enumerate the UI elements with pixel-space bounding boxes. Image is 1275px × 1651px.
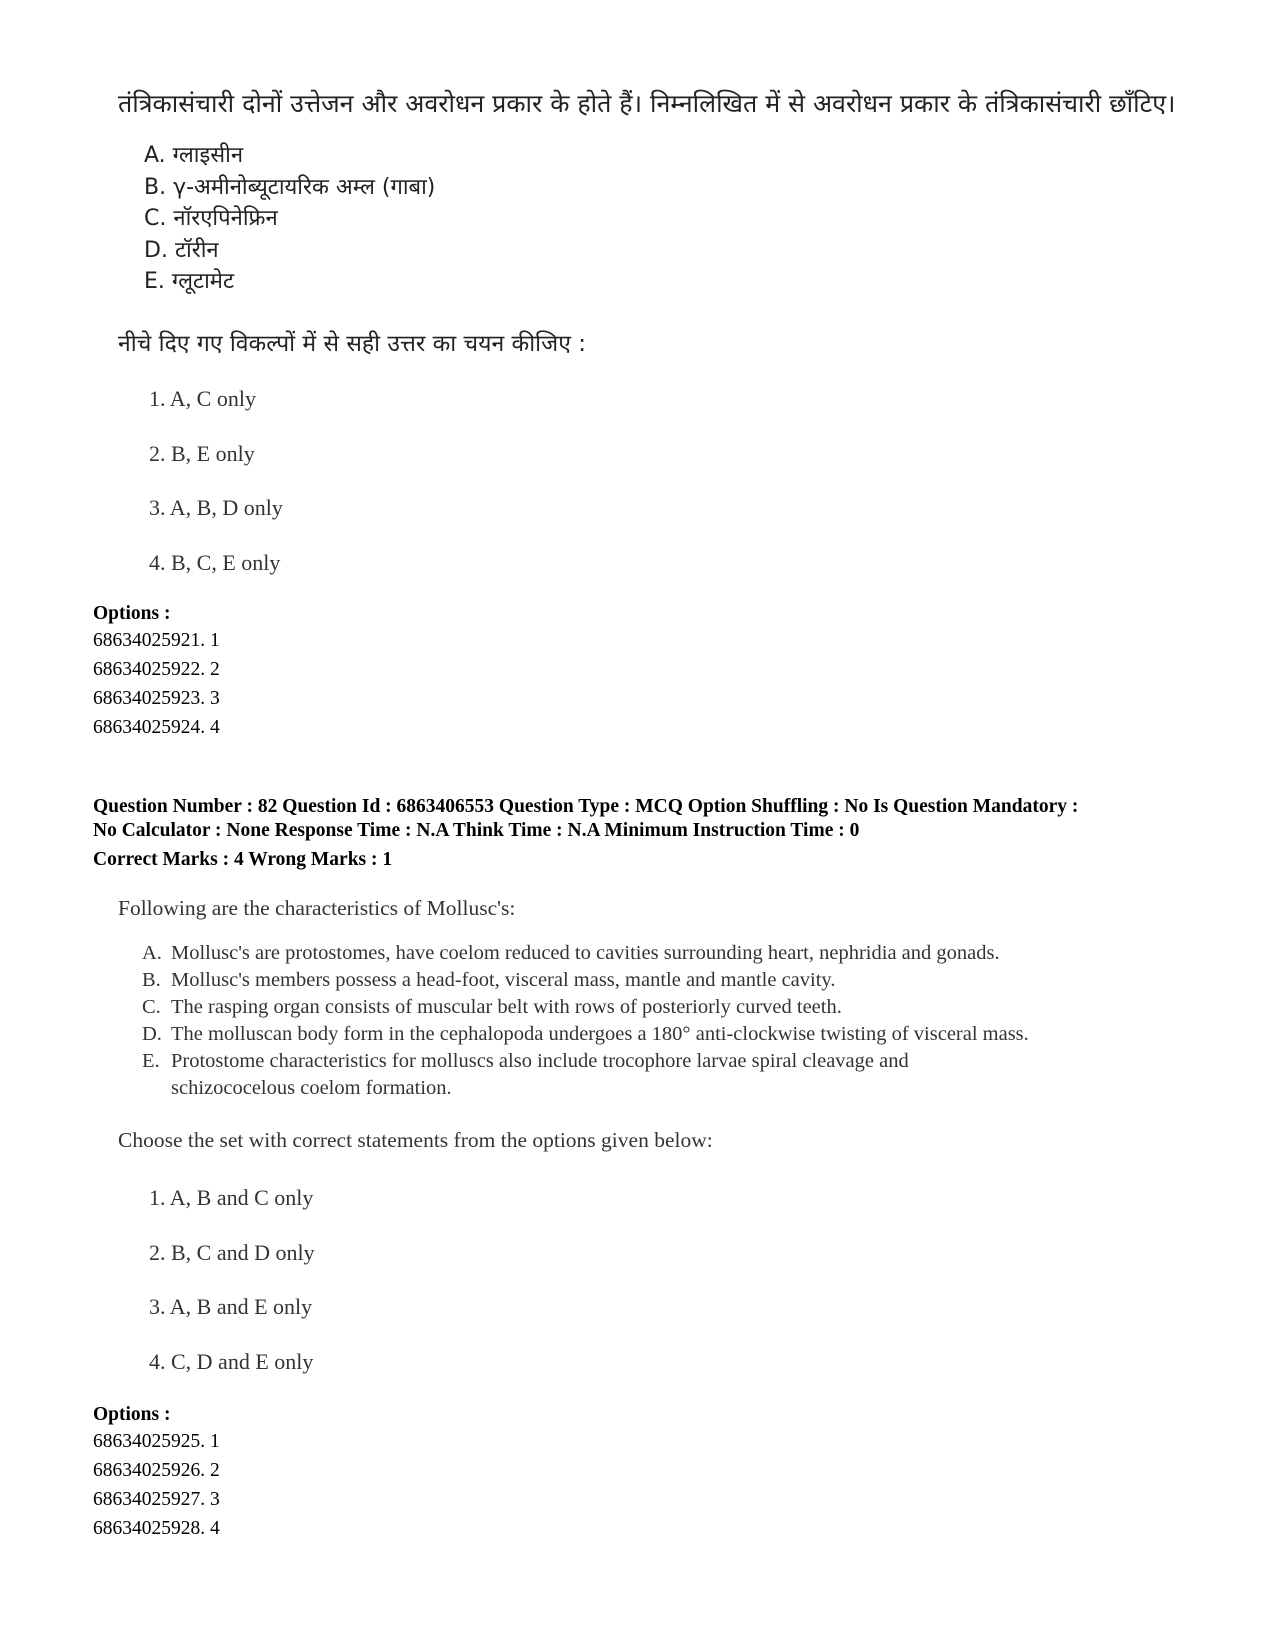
item-text: Mollusc's are protostomes, have coelom reduced to cavities surrounding heart, nephridia and gonads. [171,942,1000,964]
answer-choice: 4. C, D and E only [149,1348,314,1374]
list-item [142,1048,1051,1102]
list-item [142,967,1051,994]
question-82-statement-list [142,940,1051,1102]
question-81-stem: तंत्रिकासंचारी दोनों उत्तेजन और अवरोधन प्रकार के होते हैं। निम्नलिखित में से अवरोधन प्रकार के तंत्रिकासंचारी छाँटिए। [118,89,1176,118]
answer-choice: 1. A, B and C only [149,1185,314,1210]
option-id: 68634025924. 4 [93,717,220,738]
item-letter: C. [144,206,167,231]
item-letter: E. [144,269,165,294]
list-item [144,266,435,298]
question-81-option-ids [93,626,220,742]
list-item [144,140,435,172]
list-item [144,203,435,235]
option-id: 68634025922. 2 [93,659,220,680]
item-text: Protostome characteristics for molluscs also include trocophore larvae spiral cleavage and schizococelous coelom formation. [171,1050,909,1099]
question-81-answer-list [149,384,283,602]
option-id: 68634025927. 3 [93,1489,220,1510]
answer-choice: 3. A, B and E only [149,1294,313,1319]
question-82-meta [93,795,1078,872]
answer-choice: 4. B, C, E only [149,549,281,575]
item-letter: D. [142,1023,162,1045]
item-text: ग्लाइसीन [172,143,244,168]
option-id: 68634025925. 1 [93,1431,220,1452]
question-81-instruction: नीचे दिए गए विकल्पों में से सही उत्तर का चयन कीजिए : [118,331,586,357]
marks-line: Correct Marks : 4 Wrong Marks : 1 [93,849,393,870]
item-text: The rasping organ consists of muscular belt with rows of posteriorly curved teeth. [171,996,842,1018]
answer-choice: 1. A, C only [149,386,256,411]
item-letter: C. [142,996,161,1018]
item-letter: D. [144,237,168,263]
question-82-answer-list [149,1183,315,1401]
item-text: γ-अमीनोब्यूटायरिक अम्ल (गाबा) [173,174,436,200]
option-id: 68634025921. 1 [93,630,220,651]
answer-choice: 2. B, E only [149,440,255,466]
answer-choice: 3. A, B, D only [149,495,283,520]
item-text: नॉरएपिनेफ्रिन [173,206,278,231]
question-82-instruction: Choose the set with correct statements from the options given below: [118,1128,713,1152]
item-text: Mollusc's members possess a head-foot, visceral mass, mantle and mantle cavity. [171,969,836,991]
question-81-statement-list [144,140,435,298]
question-82-option-ids [93,1427,220,1543]
item-text: टॉरीन [174,237,219,263]
option-id: 68634025928. 4 [93,1518,220,1539]
meta-line: No Calculator : None Response Time : N.A Think Time : N.A Minimum Instruction Time : 0 [93,820,860,841]
list-item [142,994,1051,1021]
item-letter: A. [144,143,166,168]
item-letter: A. [142,942,162,964]
list-item [144,235,435,267]
option-id: 68634025923. 3 [93,688,220,709]
meta-line: Question Number : 82 Question Id : 6863406553 Question Type : MCQ Option Shuffling : No Is Question Mandatory : [93,796,1079,817]
answer-choice: 2. B, C and D only [149,1239,315,1265]
options-heading: Options : [93,603,171,624]
item-letter: E. [142,1050,160,1072]
list-item [142,1021,1051,1048]
list-item [142,940,1051,967]
item-letter: B. [144,174,167,200]
item-text: ग्लूटामेट [171,269,235,294]
item-text: The molluscan body form in the cephalopoda undergoes a 180° anti-clockwise twisting of visceral mass. [171,1023,1029,1045]
item-letter: B. [142,969,161,991]
option-id: 68634025926. 2 [93,1460,220,1481]
list-item [144,172,435,204]
options-heading: Options : [93,1404,171,1425]
question-82-stem: Following are the characteristics of Mollusc's: [118,896,516,920]
